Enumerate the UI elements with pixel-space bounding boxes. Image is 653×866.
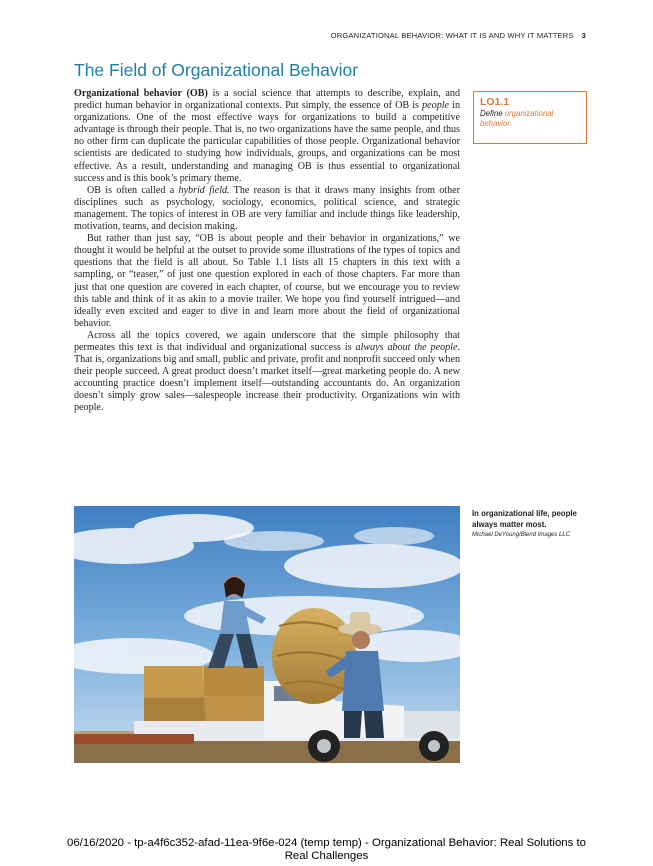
paragraph-3: But rather than just say, “OB is about people and their behavior in organizations,” we thought it would be helpful at the outset to provide some illustrations of the types of topics and questions that the field is all about. So Table 1.1 lists all 15 chapters in this text with a sampling, or “teaser,” of just one question explored in each of those chapters. Far more than just that one question are covered in each chapter, of course, but we encourage you to review this table and think of it as akin to a movie trailer. We hope you find yourself intrigued—and ideally even excited and eager to dive in and learn more about the field of organizational behavior.: [74, 233, 460, 329]
footer-line-1: 06/16/2020 - tp-a4f6c352-afad-11ea-9f6e-024 (temp temp) - Organizational Behavior: Real Solutions to: [66, 837, 586, 849]
paragraph-2-part-2: The reason is that it draws many insights from other disciplines such as psychology, sociology, economics, political science, and strategic management. The topics of interest in OB are very familiar and include things like leadership, motivation, teams, and decision making.: [74, 184, 461, 233]
people-emphasis: people: [422, 100, 450, 112]
always-about-people-emphasis: always about the people: [355, 341, 458, 353]
running-head-text: ORGANIZATIONAL BEHAVIOR: WHAT IT IS AND WHY IT MATTERS: [330, 31, 574, 40]
ob-term: Organizational behavior (OB): [74, 88, 208, 99]
caption-text: In organizational life, people always matter most.: [472, 509, 577, 529]
paragraph-1: [74, 88, 460, 185]
page-number: 3: [581, 31, 586, 40]
learning-objective-topic: organizational behavior.: [480, 109, 554, 128]
body-text: [74, 88, 460, 415]
learning-objective-box: [473, 91, 587, 144]
learning-objective-code: LO1.1: [480, 96, 510, 108]
learning-objective-description: [480, 109, 580, 129]
print-footer: [20, 837, 633, 863]
paragraph-4-part-2: . That is, organizations big and small, public and private, profit and nonprofit succeed only when their people succeed. A great product doesn’t market itself—great marketing people do. A new accounting practice doesn’t implement itself—outstanding accountants do. An organization doesn’t simply grow sales—salespeople increase their productivity. Organizations win with people.: [74, 341, 460, 414]
footer-line-2: Real Challenges: [284, 850, 369, 862]
running-head: [300, 31, 586, 40]
hybrid-field-emphasis: hybrid field.: [178, 184, 230, 196]
photo-caption: [472, 508, 602, 540]
paragraph-1-part-2: in organizations. One of the most effective ways for organizations to build a competitive advantage is through their people. That is, no two organizations have the same people, and thus no other firm can duplicate the particular capabilities of those people. Organizational behavior scientists are dedicated to studying how individuals, groups, and organizations can be most effective. As a result, understanding and managing OB is thus essential to organizational success and is this book’s primary theme.: [74, 100, 461, 184]
paragraph-1-part-1: is a social science that attempts to describe, explain, and predict human behavior in organizational contexts. Put simply, the essence of OB is: [74, 88, 460, 112]
paragraph-2-part-1: OB is often called a: [87, 184, 179, 196]
photo-credit: Michael DeYoung/Blend Images LLC: [472, 532, 571, 538]
section-title: The Field of Organizational Behavior: [74, 60, 359, 80]
paragraph-4: [74, 330, 460, 415]
paragraph-2: [74, 185, 460, 233]
learning-objective-verb: Define: [480, 109, 503, 118]
photo-hay-bales-icon: [74, 506, 460, 763]
paragraph-4-part-1: Across all the topics covered, we again underscore that the simple philosophy that permeates this text is that individual and organizational success is: [74, 329, 460, 353]
